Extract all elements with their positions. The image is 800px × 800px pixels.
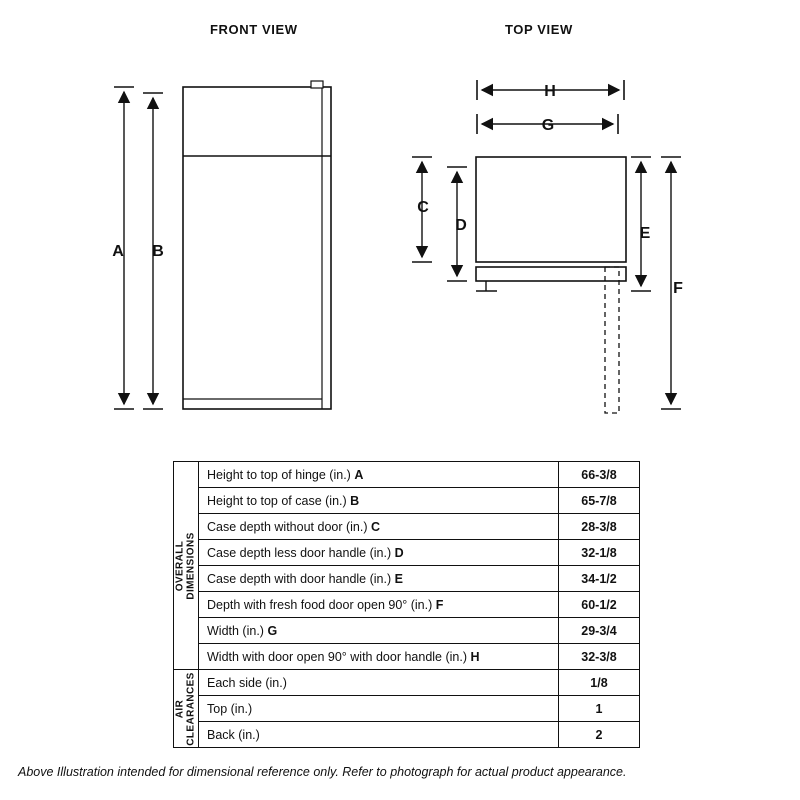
table-row	[174, 488, 640, 514]
top-view-title: TOP VIEW	[505, 22, 573, 37]
row-label-text: Depth with fresh food door open 90° (in.)	[207, 597, 436, 612]
row-label-text: Width (in.)	[207, 623, 268, 638]
row-value: 60-1/2	[559, 592, 640, 618]
row-value: 1/8	[559, 670, 640, 696]
row-label-text: Height to top of hinge (in.)	[207, 467, 355, 482]
dimension-g	[477, 114, 618, 134]
row-label	[199, 592, 559, 618]
group-label-line2: DIMENSIONS	[186, 531, 197, 600]
row-label	[199, 540, 559, 566]
row-label: Top (in.)	[199, 696, 559, 722]
table-row	[174, 670, 640, 696]
front-view-drawing	[183, 81, 331, 409]
row-label	[199, 566, 559, 592]
row-label	[199, 514, 559, 540]
dimension-d	[447, 167, 467, 281]
dimension-label-a: A	[112, 243, 124, 260]
table-row	[174, 722, 640, 748]
group-label-line1: AIR	[175, 699, 187, 718]
table-row	[174, 462, 640, 488]
row-label	[199, 644, 559, 670]
row-label-text: Width with door open 90° with door handle (in.)	[207, 649, 471, 664]
table-row	[174, 696, 640, 722]
row-label: Back (in.)	[199, 722, 559, 748]
row-value: 2	[559, 722, 640, 748]
row-value: 29-3/4	[559, 618, 640, 644]
table-row	[174, 514, 640, 540]
dimension-label-c: C	[417, 199, 429, 216]
row-letter: B	[350, 493, 360, 508]
footnote: Above Illustration intended for dimensional reference only. Refer to photograph for actual product appearance.	[18, 765, 627, 779]
dimension-label-f: F	[673, 280, 683, 297]
dimension-c	[412, 157, 432, 262]
row-value: 66-3/8	[559, 462, 640, 488]
top-view-drawing	[476, 157, 626, 413]
row-label-text: Case depth without door (in.)	[207, 519, 371, 534]
dimension-label-d: D	[455, 217, 467, 234]
table-row	[174, 644, 640, 670]
dimension-b	[143, 93, 164, 409]
row-letter: D	[394, 545, 404, 560]
dimension-e	[631, 157, 651, 291]
row-letter: E	[394, 571, 403, 586]
row-label-text: Case depth with door handle (in.)	[207, 571, 395, 586]
dimension-label-h: H	[544, 83, 556, 100]
row-value: 1	[559, 696, 640, 722]
row-label	[199, 462, 559, 488]
row-value: 34-1/2	[559, 566, 640, 592]
group-label-air-clearances	[174, 670, 199, 748]
table-row	[174, 566, 640, 592]
row-value: 32-1/8	[559, 540, 640, 566]
table-row	[174, 540, 640, 566]
group-label-overall-dimensions	[174, 462, 199, 670]
row-label	[199, 618, 559, 644]
table-row	[174, 592, 640, 618]
table-row	[174, 618, 640, 644]
group-label-line1: OVERALL	[175, 540, 186, 591]
dimension-label-b: B	[152, 243, 164, 260]
group-label-line2: CLEARANCES	[186, 671, 198, 746]
row-label	[199, 488, 559, 514]
row-value: 65-7/8	[559, 488, 640, 514]
row-letter: G	[267, 623, 278, 638]
row-label-text: Case depth less door handle (in.)	[207, 545, 395, 560]
row-label-text: Height to top of case (in.)	[207, 493, 351, 508]
dimensions-table	[173, 461, 640, 748]
row-value: 32-3/8	[559, 644, 640, 670]
dimension-label-g: G	[541, 117, 555, 134]
row-letter: C	[370, 519, 381, 534]
dimension-f	[661, 157, 683, 409]
row-value: 28-3/8	[559, 514, 640, 540]
dimension-label-e: E	[639, 225, 651, 242]
row-letter: A	[354, 467, 364, 482]
dimension-a	[112, 87, 134, 409]
row-letter: H	[470, 649, 480, 664]
row-letter: F	[435, 597, 444, 612]
dimension-h	[477, 80, 624, 100]
row-label: Each side (in.)	[199, 670, 559, 696]
front-view-title: FRONT VIEW	[210, 22, 298, 37]
